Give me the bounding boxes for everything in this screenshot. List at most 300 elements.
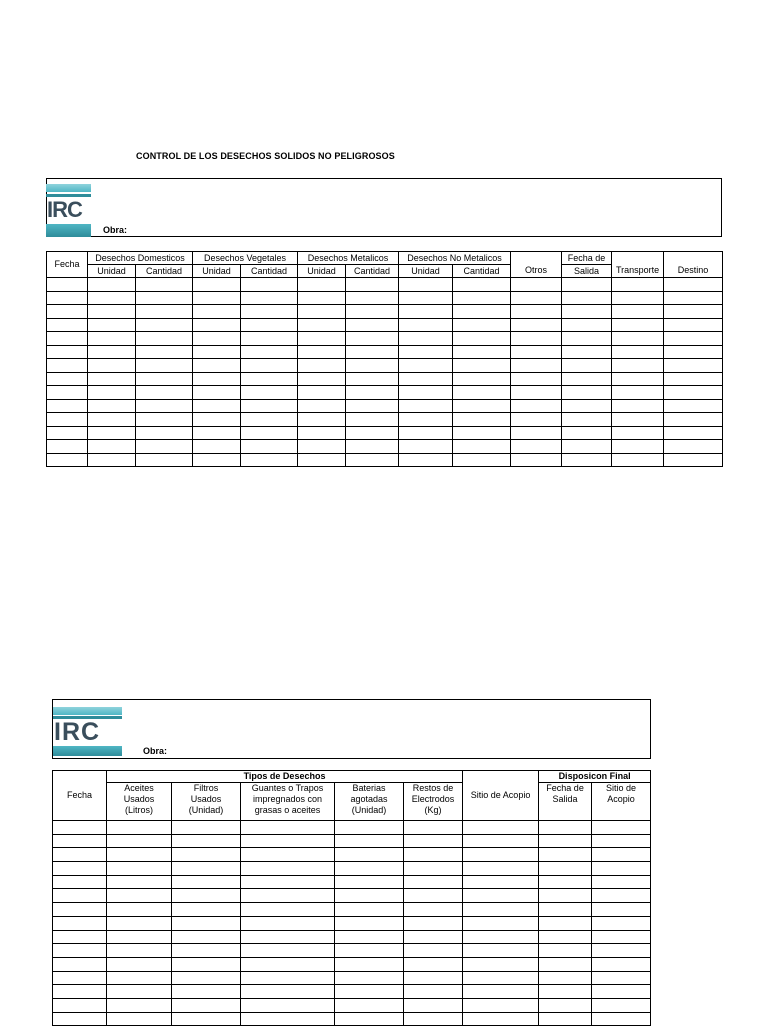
table-cell[interactable]	[172, 957, 241, 971]
table-cell[interactable]	[241, 291, 298, 305]
table-cell[interactable]	[463, 862, 539, 876]
table-cell[interactable]	[53, 985, 107, 999]
table-cell[interactable]	[592, 971, 651, 985]
table-cell[interactable]	[335, 944, 404, 958]
table-cell[interactable]	[47, 332, 88, 346]
table-cell[interactable]	[612, 386, 664, 400]
table-cell[interactable]	[298, 318, 346, 332]
table-cell[interactable]	[241, 903, 335, 917]
table-cell[interactable]	[592, 903, 651, 917]
table-cell[interactable]	[107, 903, 172, 917]
table-cell[interactable]	[463, 848, 539, 862]
table-cell[interactable]	[136, 359, 193, 373]
table-cell[interactable]	[193, 453, 241, 467]
table-cell[interactable]	[47, 291, 88, 305]
table-cell[interactable]	[335, 998, 404, 1012]
table-cell[interactable]	[88, 359, 136, 373]
table-cell[interactable]	[664, 305, 723, 319]
table-cell[interactable]	[107, 957, 172, 971]
table-cell[interactable]	[136, 278, 193, 292]
table-cell[interactable]	[453, 332, 511, 346]
table-cell[interactable]	[241, 453, 298, 467]
table-cell[interactable]	[453, 291, 511, 305]
table-cell[interactable]	[346, 386, 399, 400]
table-cell[interactable]	[612, 359, 664, 373]
table-cell[interactable]	[511, 305, 562, 319]
table-cell[interactable]	[335, 848, 404, 862]
table-cell[interactable]	[562, 359, 612, 373]
table-cell[interactable]	[346, 359, 399, 373]
table-cell[interactable]	[298, 399, 346, 413]
table-cell[interactable]	[53, 875, 107, 889]
table-cell[interactable]	[404, 944, 463, 958]
table-cell[interactable]	[539, 916, 592, 930]
table-cell[interactable]	[136, 386, 193, 400]
table-cell[interactable]	[346, 278, 399, 292]
table-cell[interactable]	[241, 359, 298, 373]
table-cell[interactable]	[53, 903, 107, 917]
table-cell[interactable]	[107, 971, 172, 985]
table-cell[interactable]	[88, 440, 136, 454]
table-cell[interactable]	[404, 957, 463, 971]
table-cell[interactable]	[511, 440, 562, 454]
table-cell[interactable]	[193, 291, 241, 305]
table-cell[interactable]	[463, 998, 539, 1012]
table-cell[interactable]	[463, 834, 539, 848]
table-cell[interactable]	[539, 930, 592, 944]
table-cell[interactable]	[562, 413, 612, 427]
table-cell[interactable]	[592, 916, 651, 930]
table-cell[interactable]	[335, 971, 404, 985]
table-cell[interactable]	[53, 862, 107, 876]
table-cell[interactable]	[193, 386, 241, 400]
table-cell[interactable]	[47, 426, 88, 440]
table-cell[interactable]	[298, 426, 346, 440]
table-cell[interactable]	[193, 318, 241, 332]
table-cell[interactable]	[136, 399, 193, 413]
table-cell[interactable]	[539, 903, 592, 917]
table-cell[interactable]	[404, 821, 463, 835]
table-cell[interactable]	[399, 386, 453, 400]
table-cell[interactable]	[404, 834, 463, 848]
table-cell[interactable]	[612, 426, 664, 440]
table-cell[interactable]	[511, 399, 562, 413]
table-cell[interactable]	[539, 821, 592, 835]
table-cell[interactable]	[404, 848, 463, 862]
table-cell[interactable]	[346, 453, 399, 467]
table-cell[interactable]	[107, 944, 172, 958]
table-cell[interactable]	[47, 345, 88, 359]
table-cell[interactable]	[53, 971, 107, 985]
table-cell[interactable]	[335, 957, 404, 971]
table-cell[interactable]	[612, 332, 664, 346]
table-cell[interactable]	[53, 834, 107, 848]
table-cell[interactable]	[53, 889, 107, 903]
table-cell[interactable]	[404, 889, 463, 903]
table-cell[interactable]	[241, 278, 298, 292]
table-cell[interactable]	[539, 998, 592, 1012]
table-cell[interactable]	[511, 453, 562, 467]
table-cell[interactable]	[664, 413, 723, 427]
table-cell[interactable]	[335, 930, 404, 944]
table-cell[interactable]	[193, 332, 241, 346]
table-cell[interactable]	[539, 889, 592, 903]
table-cell[interactable]	[107, 985, 172, 999]
table-cell[interactable]	[47, 278, 88, 292]
table-cell[interactable]	[241, 413, 298, 427]
table-cell[interactable]	[107, 834, 172, 848]
table-cell[interactable]	[346, 345, 399, 359]
table-cell[interactable]	[88, 426, 136, 440]
table-cell[interactable]	[511, 278, 562, 292]
table-cell[interactable]	[612, 372, 664, 386]
table-cell[interactable]	[404, 903, 463, 917]
table-cell[interactable]	[592, 930, 651, 944]
table-cell[interactable]	[453, 440, 511, 454]
table-cell[interactable]	[511, 413, 562, 427]
table-cell[interactable]	[399, 318, 453, 332]
table-cell[interactable]	[592, 889, 651, 903]
table-cell[interactable]	[463, 957, 539, 971]
table-cell[interactable]	[664, 318, 723, 332]
table-cell[interactable]	[88, 399, 136, 413]
table-cell[interactable]	[193, 345, 241, 359]
table-cell[interactable]	[562, 345, 612, 359]
table-cell[interactable]	[463, 903, 539, 917]
table-cell[interactable]	[172, 848, 241, 862]
table-cell[interactable]	[53, 916, 107, 930]
table-cell[interactable]	[664, 372, 723, 386]
table-cell[interactable]	[453, 426, 511, 440]
table-cell[interactable]	[453, 278, 511, 292]
table-cell[interactable]	[346, 305, 399, 319]
table-cell[interactable]	[463, 971, 539, 985]
table-cell[interactable]	[172, 821, 241, 835]
table-cell[interactable]	[592, 985, 651, 999]
table-cell[interactable]	[664, 278, 723, 292]
table-cell[interactable]	[562, 426, 612, 440]
table-cell[interactable]	[241, 821, 335, 835]
table-cell[interactable]	[511, 372, 562, 386]
table-cell[interactable]	[47, 399, 88, 413]
table-cell[interactable]	[241, 345, 298, 359]
table-cell[interactable]	[453, 453, 511, 467]
table-cell[interactable]	[612, 291, 664, 305]
table-cell[interactable]	[88, 305, 136, 319]
table-cell[interactable]	[592, 875, 651, 889]
table-cell[interactable]	[539, 834, 592, 848]
table-cell[interactable]	[463, 889, 539, 903]
table-cell[interactable]	[241, 971, 335, 985]
table-cell[interactable]	[562, 386, 612, 400]
table-cell[interactable]	[346, 426, 399, 440]
table-cell[interactable]	[463, 916, 539, 930]
table-cell[interactable]	[404, 998, 463, 1012]
table-cell[interactable]	[241, 930, 335, 944]
table-cell[interactable]	[463, 821, 539, 835]
table-cell[interactable]	[172, 862, 241, 876]
table-cell[interactable]	[172, 998, 241, 1012]
table-cell[interactable]	[241, 848, 335, 862]
table-cell[interactable]	[664, 345, 723, 359]
table-cell[interactable]	[88, 386, 136, 400]
table-cell[interactable]	[193, 278, 241, 292]
table-cell[interactable]	[53, 998, 107, 1012]
table-cell[interactable]	[399, 305, 453, 319]
table-cell[interactable]	[241, 862, 335, 876]
table-cell[interactable]	[136, 305, 193, 319]
table-cell[interactable]	[335, 821, 404, 835]
table-cell[interactable]	[453, 305, 511, 319]
table-cell[interactable]	[346, 318, 399, 332]
table-cell[interactable]	[241, 875, 335, 889]
table-cell[interactable]	[335, 916, 404, 930]
table-cell[interactable]	[399, 453, 453, 467]
table-cell[interactable]	[53, 848, 107, 862]
table-cell[interactable]	[346, 372, 399, 386]
table-cell[interactable]	[592, 834, 651, 848]
table-cell[interactable]	[193, 399, 241, 413]
table-cell[interactable]	[539, 848, 592, 862]
table-cell[interactable]	[511, 426, 562, 440]
table-cell[interactable]	[53, 944, 107, 958]
table-cell[interactable]	[241, 305, 298, 319]
table-cell[interactable]	[539, 971, 592, 985]
table-cell[interactable]	[463, 944, 539, 958]
table-cell[interactable]	[562, 440, 612, 454]
table-cell[interactable]	[241, 957, 335, 971]
table-cell[interactable]	[88, 318, 136, 332]
table-cell[interactable]	[172, 916, 241, 930]
table-cell[interactable]	[453, 345, 511, 359]
table-cell[interactable]	[241, 399, 298, 413]
table-cell[interactable]	[335, 862, 404, 876]
table-cell[interactable]	[298, 332, 346, 346]
table-cell[interactable]	[88, 453, 136, 467]
table-cell[interactable]	[592, 848, 651, 862]
table-cell[interactable]	[298, 305, 346, 319]
table-cell[interactable]	[136, 345, 193, 359]
table-cell[interactable]	[107, 916, 172, 930]
table-cell[interactable]	[298, 413, 346, 427]
table-cell[interactable]	[47, 372, 88, 386]
table-cell[interactable]	[511, 318, 562, 332]
table-cell[interactable]	[404, 930, 463, 944]
table-cell[interactable]	[241, 985, 335, 999]
table-cell[interactable]	[241, 834, 335, 848]
table-cell[interactable]	[664, 291, 723, 305]
table-cell[interactable]	[172, 944, 241, 958]
table-cell[interactable]	[539, 944, 592, 958]
table-cell[interactable]	[539, 957, 592, 971]
table-cell[interactable]	[399, 413, 453, 427]
table-cell[interactable]	[298, 386, 346, 400]
table-cell[interactable]	[612, 413, 664, 427]
table-cell[interactable]	[193, 305, 241, 319]
table-cell[interactable]	[511, 291, 562, 305]
table-cell[interactable]	[298, 345, 346, 359]
table-cell[interactable]	[511, 345, 562, 359]
table-cell[interactable]	[404, 875, 463, 889]
table-cell[interactable]	[53, 930, 107, 944]
table-cell[interactable]	[399, 345, 453, 359]
table-cell[interactable]	[453, 413, 511, 427]
table-cell[interactable]	[298, 440, 346, 454]
table-cell[interactable]	[664, 386, 723, 400]
table-cell[interactable]	[88, 291, 136, 305]
table-cell[interactable]	[562, 332, 612, 346]
table-cell[interactable]	[592, 821, 651, 835]
table-cell[interactable]	[241, 386, 298, 400]
table-cell[interactable]	[539, 875, 592, 889]
table-cell[interactable]	[172, 985, 241, 999]
table-cell[interactable]	[47, 305, 88, 319]
table-cell[interactable]	[107, 998, 172, 1012]
table-cell[interactable]	[404, 916, 463, 930]
table-cell[interactable]	[592, 944, 651, 958]
table-cell[interactable]	[241, 440, 298, 454]
table-cell[interactable]	[612, 440, 664, 454]
table-cell[interactable]	[453, 318, 511, 332]
table-cell[interactable]	[453, 359, 511, 373]
table-cell[interactable]	[346, 440, 399, 454]
table-cell[interactable]	[136, 318, 193, 332]
table-cell[interactable]	[47, 318, 88, 332]
table-cell[interactable]	[241, 916, 335, 930]
table-cell[interactable]	[463, 985, 539, 999]
table-cell[interactable]	[511, 386, 562, 400]
table-cell[interactable]	[562, 305, 612, 319]
table-cell[interactable]	[463, 875, 539, 889]
table-cell[interactable]	[193, 359, 241, 373]
table-cell[interactable]	[172, 903, 241, 917]
table-cell[interactable]	[47, 359, 88, 373]
table-cell[interactable]	[511, 332, 562, 346]
table-cell[interactable]	[346, 291, 399, 305]
table-cell[interactable]	[172, 875, 241, 889]
table-cell[interactable]	[562, 453, 612, 467]
table-cell[interactable]	[298, 372, 346, 386]
table-cell[interactable]	[107, 821, 172, 835]
table-cell[interactable]	[346, 413, 399, 427]
table-cell[interactable]	[562, 372, 612, 386]
table-cell[interactable]	[539, 985, 592, 999]
table-cell[interactable]	[562, 278, 612, 292]
table-cell[interactable]	[335, 985, 404, 999]
table-cell[interactable]	[399, 440, 453, 454]
table-cell[interactable]	[453, 386, 511, 400]
table-cell[interactable]	[47, 386, 88, 400]
table-cell[interactable]	[241, 318, 298, 332]
table-cell[interactable]	[562, 399, 612, 413]
table-cell[interactable]	[241, 426, 298, 440]
table-cell[interactable]	[399, 372, 453, 386]
table-cell[interactable]	[346, 332, 399, 346]
table-cell[interactable]	[511, 359, 562, 373]
table-cell[interactable]	[592, 957, 651, 971]
table-cell[interactable]	[136, 440, 193, 454]
table-cell[interactable]	[404, 971, 463, 985]
table-cell[interactable]	[298, 291, 346, 305]
table-cell[interactable]	[399, 399, 453, 413]
table-cell[interactable]	[136, 413, 193, 427]
table-cell[interactable]	[53, 821, 107, 835]
table-cell[interactable]	[399, 359, 453, 373]
table-cell[interactable]	[664, 440, 723, 454]
table-cell[interactable]	[107, 889, 172, 903]
table-cell[interactable]	[88, 332, 136, 346]
table-cell[interactable]	[47, 453, 88, 467]
table-cell[interactable]	[404, 862, 463, 876]
table-cell[interactable]	[172, 834, 241, 848]
table-cell[interactable]	[193, 426, 241, 440]
table-cell[interactable]	[172, 971, 241, 985]
table-cell[interactable]	[107, 848, 172, 862]
table-cell[interactable]	[539, 862, 592, 876]
table-cell[interactable]	[53, 957, 107, 971]
table-cell[interactable]	[241, 944, 335, 958]
table-cell[interactable]	[88, 278, 136, 292]
table-cell[interactable]	[172, 889, 241, 903]
table-cell[interactable]	[335, 834, 404, 848]
table-cell[interactable]	[346, 399, 399, 413]
table-cell[interactable]	[136, 332, 193, 346]
table-cell[interactable]	[664, 359, 723, 373]
table-cell[interactable]	[399, 291, 453, 305]
table-cell[interactable]	[136, 372, 193, 386]
table-cell[interactable]	[241, 998, 335, 1012]
table-cell[interactable]	[107, 930, 172, 944]
table-cell[interactable]	[612, 318, 664, 332]
table-cell[interactable]	[453, 372, 511, 386]
table-cell[interactable]	[298, 453, 346, 467]
table-cell[interactable]	[193, 440, 241, 454]
table-cell[interactable]	[664, 332, 723, 346]
table-cell[interactable]	[298, 359, 346, 373]
table-cell[interactable]	[335, 875, 404, 889]
table-cell[interactable]	[107, 875, 172, 889]
table-cell[interactable]	[47, 440, 88, 454]
table-cell[interactable]	[136, 453, 193, 467]
table-cell[interactable]	[453, 399, 511, 413]
table-cell[interactable]	[399, 426, 453, 440]
table-cell[interactable]	[612, 278, 664, 292]
table-cell[interactable]	[241, 332, 298, 346]
table-cell[interactable]	[88, 372, 136, 386]
table-cell[interactable]	[562, 291, 612, 305]
table-cell[interactable]	[88, 345, 136, 359]
table-cell[interactable]	[664, 399, 723, 413]
table-cell[interactable]	[612, 305, 664, 319]
table-cell[interactable]	[193, 413, 241, 427]
table-cell[interactable]	[592, 998, 651, 1012]
table-cell[interactable]	[241, 889, 335, 903]
table-cell[interactable]	[612, 453, 664, 467]
table-cell[interactable]	[612, 399, 664, 413]
table-cell[interactable]	[298, 278, 346, 292]
table-cell[interactable]	[562, 318, 612, 332]
table-cell[interactable]	[335, 889, 404, 903]
table-cell[interactable]	[404, 985, 463, 999]
table-cell[interactable]	[335, 903, 404, 917]
table-cell[interactable]	[399, 278, 453, 292]
table-cell[interactable]	[193, 372, 241, 386]
table-cell[interactable]	[136, 426, 193, 440]
table-cell[interactable]	[172, 930, 241, 944]
table-cell[interactable]	[612, 345, 664, 359]
table-cell[interactable]	[664, 426, 723, 440]
table-cell[interactable]	[664, 453, 723, 467]
